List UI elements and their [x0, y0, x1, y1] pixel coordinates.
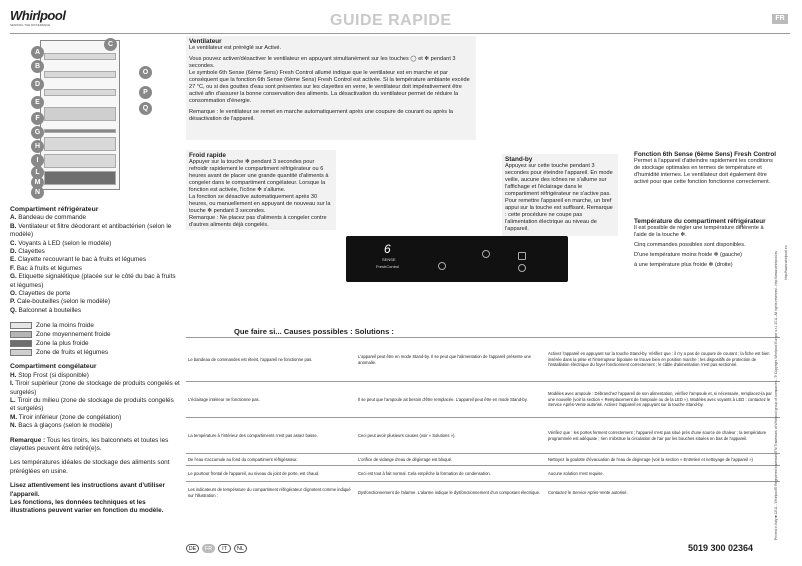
table-cell: Le pourtour frontal de l'appareil, au niveau du joint de porte, est chaud.: [186, 466, 356, 482]
temperature-note: Les températures idéales de stockage des aliments sont préréglées en usine.: [10, 459, 170, 475]
table-cell: De l'eau s'accumule au fond du compartiment réfrigérateur.: [186, 454, 356, 466]
table-row: [186, 418, 780, 454]
callout-m: M: [31, 176, 44, 189]
read-instructions: Lisez attentivement les instructions avant d'utiliser l'appareil.: [10, 482, 165, 498]
callout-f: F: [31, 112, 44, 125]
list-item: D. Clayettes: [10, 248, 45, 256]
section-text: à une température plus froide ✻ (droite): [634, 262, 733, 268]
section-text: Le ventilateur est préréglé sur Activé.: [189, 45, 282, 51]
zone-swatch: [10, 349, 32, 356]
section-standby: [502, 154, 618, 236]
table-cell: Les indicateurs de température du compartiment réfrigérateur clignotent comme indiqué sur l'illustration :: [186, 482, 356, 504]
zone-swatch: [10, 331, 32, 338]
table-cell: L'appareil peut être en mode Stand-by. Il se peut que l'alimentation de l'appareil présente une anomalie.: [356, 338, 546, 382]
list-item: F. Bac à fruits et légumes: [10, 264, 82, 272]
diagram-drawer: [44, 137, 116, 151]
section-text: La fonction se désactive automatiquement après 30 heures, ou manuellement en appuyant de nouveau sur la touche ✻ pendant 3 secondes.: [189, 194, 331, 214]
callout-b: B: [31, 60, 44, 73]
panel-snowflake-icon[interactable]: [518, 264, 526, 272]
panel-fresh-label: FreshControl: [376, 264, 400, 269]
section-text: Appuyer sur la touche ✻ pendant 3 secondes pour refroidir rapidement le compartiment réfrigérateur ou 6 heures avant de placer une grande quantité d'aliments à congeler dans le compartiment congélateur. Lorsque la fonction est activée, l'icône ✻ s'allume.: [189, 159, 329, 193]
language-badge: FR: [772, 14, 788, 24]
callout-p: P: [139, 86, 152, 99]
table-row: [186, 454, 780, 466]
section-6th-sense: [632, 150, 782, 187]
list-item: G. Etiquette signalétique (placée sur le côté du bac à fruits et légumes): [10, 273, 176, 289]
zone-legend-item: Zone la plus froide: [10, 339, 180, 348]
legal-text: Printed in Italy ■ 12/11 - Whirlpool® Registered trademark/TM Trademark of Whirlpool group of companies - © Copyright Whirlpool Europe s.r.l. 2011. All rights reserved - http://www.whirlpool.eu: [774, 250, 778, 540]
section-text: Remarque : le ventilateur se remet en marche automatiquement après une coupure de courant ou après la désactivation de l'appareil.: [189, 109, 453, 122]
callout-o: O: [139, 66, 152, 79]
section-froid-rapide: [186, 150, 336, 230]
table-row: [186, 482, 780, 504]
section-ventilateur: [186, 36, 476, 140]
header-divider: [10, 33, 790, 34]
left-column: [10, 206, 180, 516]
list-item: O. Clayettes de porte: [10, 290, 71, 298]
list-item: H. Stop Frost (si disponible): [10, 371, 89, 379]
panel-temp-indicator-icon: [518, 252, 526, 260]
section-text: Il est possible de régler une température différente à l'aide de la touche ✻.: [634, 225, 764, 238]
section-title: Ventilateur: [189, 38, 222, 45]
list-item: L. Tiroir du milieu (zone de stockage de produits congelés et surgelés): [10, 396, 174, 413]
list-item: I. Tiroir supérieur (zone de stockage de produits congelés et surgelés): [10, 380, 180, 396]
panel-sense-label: SENSE: [382, 257, 396, 262]
table-row: [186, 466, 780, 482]
table-cell: L'orifice de vidange d'eau de dégivrage est bloqué.: [356, 454, 546, 466]
callout-h: H: [31, 140, 44, 153]
freezer-heading: Compartiment congélateur: [10, 363, 97, 371]
fridge-heading: Compartiment réfrigérateur: [10, 206, 99, 213]
list-item: A. Bandeau de commande: [10, 214, 87, 222]
table-cell: Vérifiez que : les portes ferment correctement ; l'appareil n'est pas situé près d'une source de chaleur ; la température programmée est adéquate ; rien n'obstrue la circulation de l'air par les bouches situées en bas de l'appareil.: [546, 418, 780, 454]
diagram-shelf: [44, 89, 116, 96]
section-title: Stand-by: [505, 156, 533, 163]
list-item: B. Ventilateur et filtre déodorant et antibactérien (selon le modèle): [10, 222, 172, 239]
callout-l: L: [31, 166, 44, 179]
section-title: Froid rapide: [189, 152, 226, 159]
section-text: Vous pouvez activer/désactiver le ventilateur en appuyant simultanément sur les touches ◯ et ✻ pendant 3 secondes.: [189, 56, 456, 69]
troubleshooting-title: Que faire si... Causes possibles : Solutions :: [234, 327, 394, 336]
table-cell: Ceci est tout à fait normal. Cela empêche la formation de condensation.: [356, 466, 546, 482]
callout-i: I: [31, 154, 44, 167]
section-text: Remarque : Ne placez pas d'aliments à congeler contre d'autres aliments déjà congelés.: [189, 215, 327, 228]
document-code: 5019 300 02364: [688, 543, 754, 553]
table-cell: La température à l'intérieur des compartiments n'est pas assez basse.: [186, 418, 356, 454]
table-cell: Le bandeau de commandes est éteint, l'appareil ne fonctionne pas.: [186, 338, 356, 382]
list-item: N. Bacs à glaçons (selon le modèle): [10, 422, 113, 430]
table-cell: L'éclairage intérieur ne fonctionne pas.: [186, 382, 356, 418]
table-cell: Modèles avec ampoule : Débranchez l'appareil de son alimentation, vérifiez l'ampoule et, si nécessaire, remplacez-la par une nouvelle (voir la section « Remplacement de l'ampoule ou de la LED »). Modèles avec voyants à LED : contactez le Service Après-Vente autorisé. Activez l'appareil en appuyant sur la touche Stand-by.: [546, 382, 780, 418]
diagram-crisper: [44, 107, 116, 121]
lang-de[interactable]: DE: [186, 544, 199, 553]
callout-q: Q: [139, 102, 152, 115]
callout-c: C: [104, 38, 117, 51]
side-legal-text: [774, 250, 788, 540]
panel-fan-icon[interactable]: [482, 250, 490, 258]
brand-logo: [10, 8, 65, 27]
table-cell: Il se peut que l'ampoule ait besoin d'être remplacée. L'appareil peut être en mode Stand-by.: [356, 382, 546, 418]
table-cell: Dysfonctionnement de l'alarme. L'alarme indique le dysfonctionnement d'un composant électrique.: [356, 482, 546, 504]
section-text: Appuyez sur cette touche pendant 3 secondes pour éteindre l'appareil. En mode veille, aucune des icônes ne s'allume sur l'affichage et l'éclairage dans le compartiment réfrigérateur ne s'active pas. Pour remettre l'appareil en marche, un bref appui sur la touche est suffisant. Remarque : cette procédure ne coupe pas l'alimentation électrique au niveau de l'appareil.: [505, 163, 613, 232]
diagram-shelf: [44, 71, 116, 78]
diagram-divider: [44, 129, 116, 133]
lang-nl[interactable]: NL: [234, 544, 247, 553]
table-cell: Nettoyez la goulotte d'évacuation de l'eau de dégivrage (voir la section « Entretien et nettoyage de l'appareil »): [546, 454, 780, 466]
list-item: Q. Balconnet à bouteilles: [10, 306, 82, 314]
section-temperature: [632, 217, 778, 270]
diagram-shelf: [44, 53, 116, 60]
table-cell: Contactez le Service Après-Vente autorisé.: [546, 482, 780, 504]
zone-legend-item: Zone la moins froide: [10, 321, 180, 330]
list-item: E. Clayette recouvrant le bac à fruits et légumes: [10, 256, 147, 264]
section-title: Fonction 6th Sense (6ème Sens) Fresh Control: [634, 151, 777, 158]
diagram-drawer: [44, 171, 116, 185]
url-text: http://www.whirlpool.eu: [784, 245, 788, 280]
fridge-diagram: [40, 40, 120, 190]
lang-fr[interactable]: FR: [202, 544, 215, 553]
callout-n: N: [31, 186, 44, 199]
language-selector: [186, 544, 247, 553]
logo-tagline: SENSING THE DIFFERENCE: [10, 23, 51, 27]
section-text: Permet à l'appareil d'atteindre rapidement les conditions de stockage optimales en termes de température et d'humidité internes. Le ventilateur doit également être activé pour que cette fonction fonctionne correctement.: [634, 158, 773, 185]
diagram-drawer: [44, 154, 116, 168]
section-text: Cinq commandes possibles sont disponibles.: [634, 242, 746, 248]
table-row: [186, 382, 780, 418]
section-title: Température du compartiment réfrigérateur: [634, 218, 766, 225]
panel-standby-icon[interactable]: [438, 262, 446, 270]
section-text: D'une température moins froide ✻ (gauche): [634, 252, 743, 258]
control-panel-illustration: [346, 236, 568, 282]
logo-text: Whirlpool: [10, 8, 66, 23]
troubleshooting-table: [186, 337, 780, 504]
remark-note: Remarque : Tous les tiroirs, les balconnets et toutes les clayettes peuvent être retiré(e)s.: [10, 436, 169, 452]
zone-legend-item: Zone moyennement froide: [10, 330, 180, 339]
callout-g: G: [31, 126, 44, 139]
list-item: M. Tiroir inférieur (zone de congélation): [10, 413, 122, 421]
table-cell: Aucune solution n'est requise.: [546, 466, 780, 482]
list-item: P. Cale-bouteilles (selon le modèle): [10, 298, 111, 306]
callout-d: D: [31, 78, 44, 91]
table-cell: Activez l'appareil en appuyant sur la touche Stand-by. Vérifiez que : il n'y a pas de coupure de courant ; la fiche est bien insérée dans la prise et l'interrupteur bipolaire se trouve bien en position marche ; les dispositifs de protection de l'installation électrique du foyer fonctionnent correctement ; le câble d'alimentation n'est pas sectionné.: [546, 338, 780, 382]
variation-note: Les fonctions, les données techniques et les illustrations peuvent varier en fonction du modèle.: [10, 498, 164, 515]
table-row: [186, 338, 780, 382]
zone-swatch: [10, 340, 32, 347]
section-text: Le symbole 6th Sense (6ème Sens) Fresh Control allumé indique que le ventilateur est en marche et par conséquent que la fonction 6th Sense (6ème Sens) Fresh Control est activée. Si la température ambiante excède 27 °C, ou si des gouttes d'eau sont présentes sur les clayettes en verre, le ventilateur doit impérativement être activé afin d'assurer la bonne conservation des aliments. La désactivation du ventilateur permet de réduire la consommation d'énergie.: [189, 70, 470, 104]
zone-legend-item: Zone de fruits et légumes: [10, 348, 180, 357]
callout-e: E: [31, 96, 44, 109]
list-item: C. Voyants à LED (selon le modèle): [10, 239, 112, 247]
panel-six-logo: 6: [384, 242, 391, 256]
zone-swatch: [10, 322, 32, 329]
page-title: GUIDE RAPIDE: [330, 12, 452, 29]
side-url: [784, 160, 792, 280]
table-cell: Ceci peut avoir plusieurs causes (voir « Solutions »).: [356, 418, 546, 454]
lang-it[interactable]: IT: [218, 544, 231, 553]
callout-a: A: [31, 46, 44, 59]
